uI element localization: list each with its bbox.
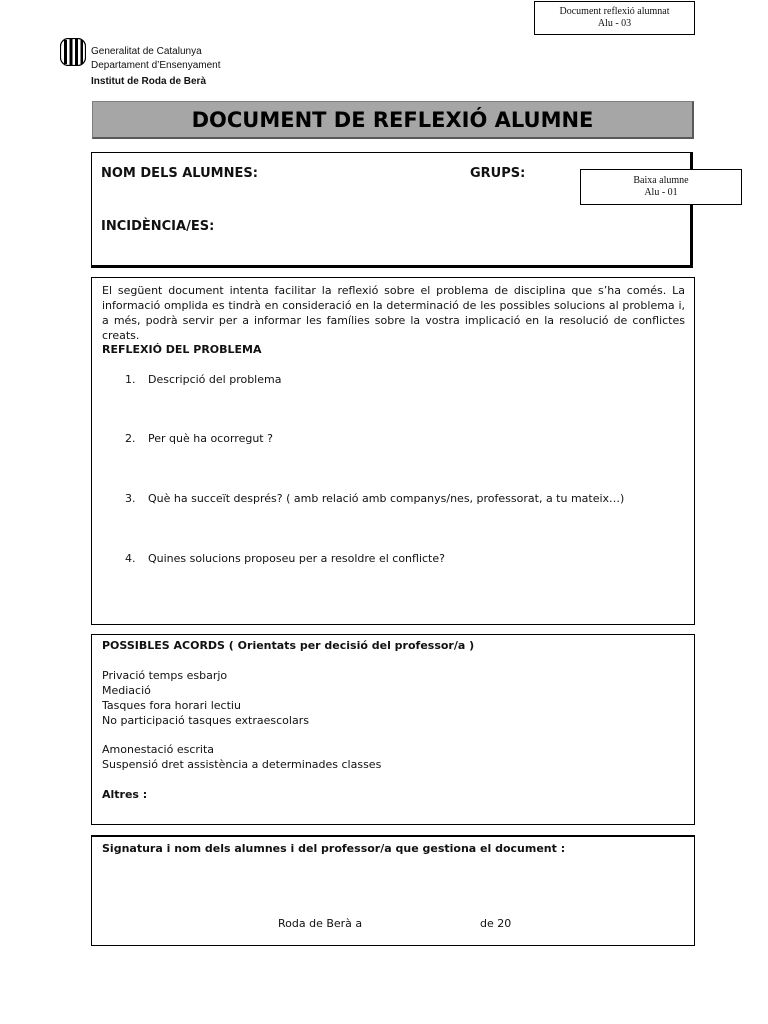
signature-place: Roda de Berà a (278, 917, 363, 930)
agreement-option: Amonestació escrita (102, 743, 215, 756)
agreement-option: Suspensió dret assistència a determinades classes (102, 758, 382, 771)
groups-label: GRUPS: (470, 166, 526, 181)
signature-section (91, 835, 695, 946)
question-item (125, 491, 625, 506)
student-names-label: NOM DELS ALUMNES: (101, 166, 258, 181)
question-number: 3. (125, 492, 136, 505)
question-text: Descripció del problema (148, 373, 282, 386)
question-number: 1. (125, 373, 136, 386)
page-title: DOCUMENT DE REFLEXIÓ ALUMNE (92, 101, 694, 139)
question-item (125, 372, 282, 387)
document-code-tag (534, 1, 695, 35)
withdrawal-code-title: Baixa alumne (633, 175, 689, 186)
agreement-option: Privació temps esbarjo (102, 669, 228, 682)
agreement-option: No participació tasques extraescolars (102, 714, 309, 727)
question-number: 2. (125, 432, 136, 445)
question-text: Per què ha ocorregut ? (148, 432, 273, 445)
question-text: Quines solucions proposeu per a resoldre el conflicte? (148, 552, 445, 565)
generalitat-logo-icon (60, 38, 86, 66)
document-code-number: Alu - 03 (597, 18, 632, 29)
document-code-title: Document reflexió alumnat (559, 6, 670, 17)
agreements-heading: POSSIBLES ACORDS ( Orientats per decisió del professor/a ) (102, 639, 475, 652)
others-label: Altres : (102, 788, 148, 801)
question-item (125, 551, 445, 566)
org-name: Generalitat de Catalunya (91, 46, 202, 57)
school-name: Institut de Roda de Berà (91, 76, 207, 87)
reflection-section (91, 277, 695, 625)
withdrawal-code-number: Alu - 01 (644, 187, 678, 198)
agreement-option: Tasques fora horari lectiu (102, 699, 241, 712)
incident-label: INCIDÈNCIA/ES: (101, 219, 215, 234)
question-number: 4. (125, 552, 136, 565)
reflection-heading: REFLEXIÓ DEL PROBLEMA (102, 343, 262, 356)
withdrawal-code-tag (580, 169, 742, 205)
agreements-section (91, 634, 695, 825)
department-name: Departament d’Ensenyament (91, 60, 221, 71)
agreement-option: Mediació (102, 684, 151, 697)
intro-paragraph: El següent document intenta facilitar la reflexió sobre el problema de disciplina que s’ha comés. La informació omplida es tindrà en consideració en la determinació de les possibles solucions al problema i, a més, podrà servir per a informar les famílies sobre la vostra implicació en la resolució de conflictes creats. (102, 284, 685, 342)
signature-heading: Signatura i nom dels alumnes i del professor/a que gestiona el document : (102, 842, 566, 855)
question-text: Què ha succeït després? ( amb relació amb companys/nes, professorat, a tu mateix…) (148, 492, 625, 505)
signature-year: de 20 (480, 917, 512, 930)
question-item (125, 431, 273, 446)
